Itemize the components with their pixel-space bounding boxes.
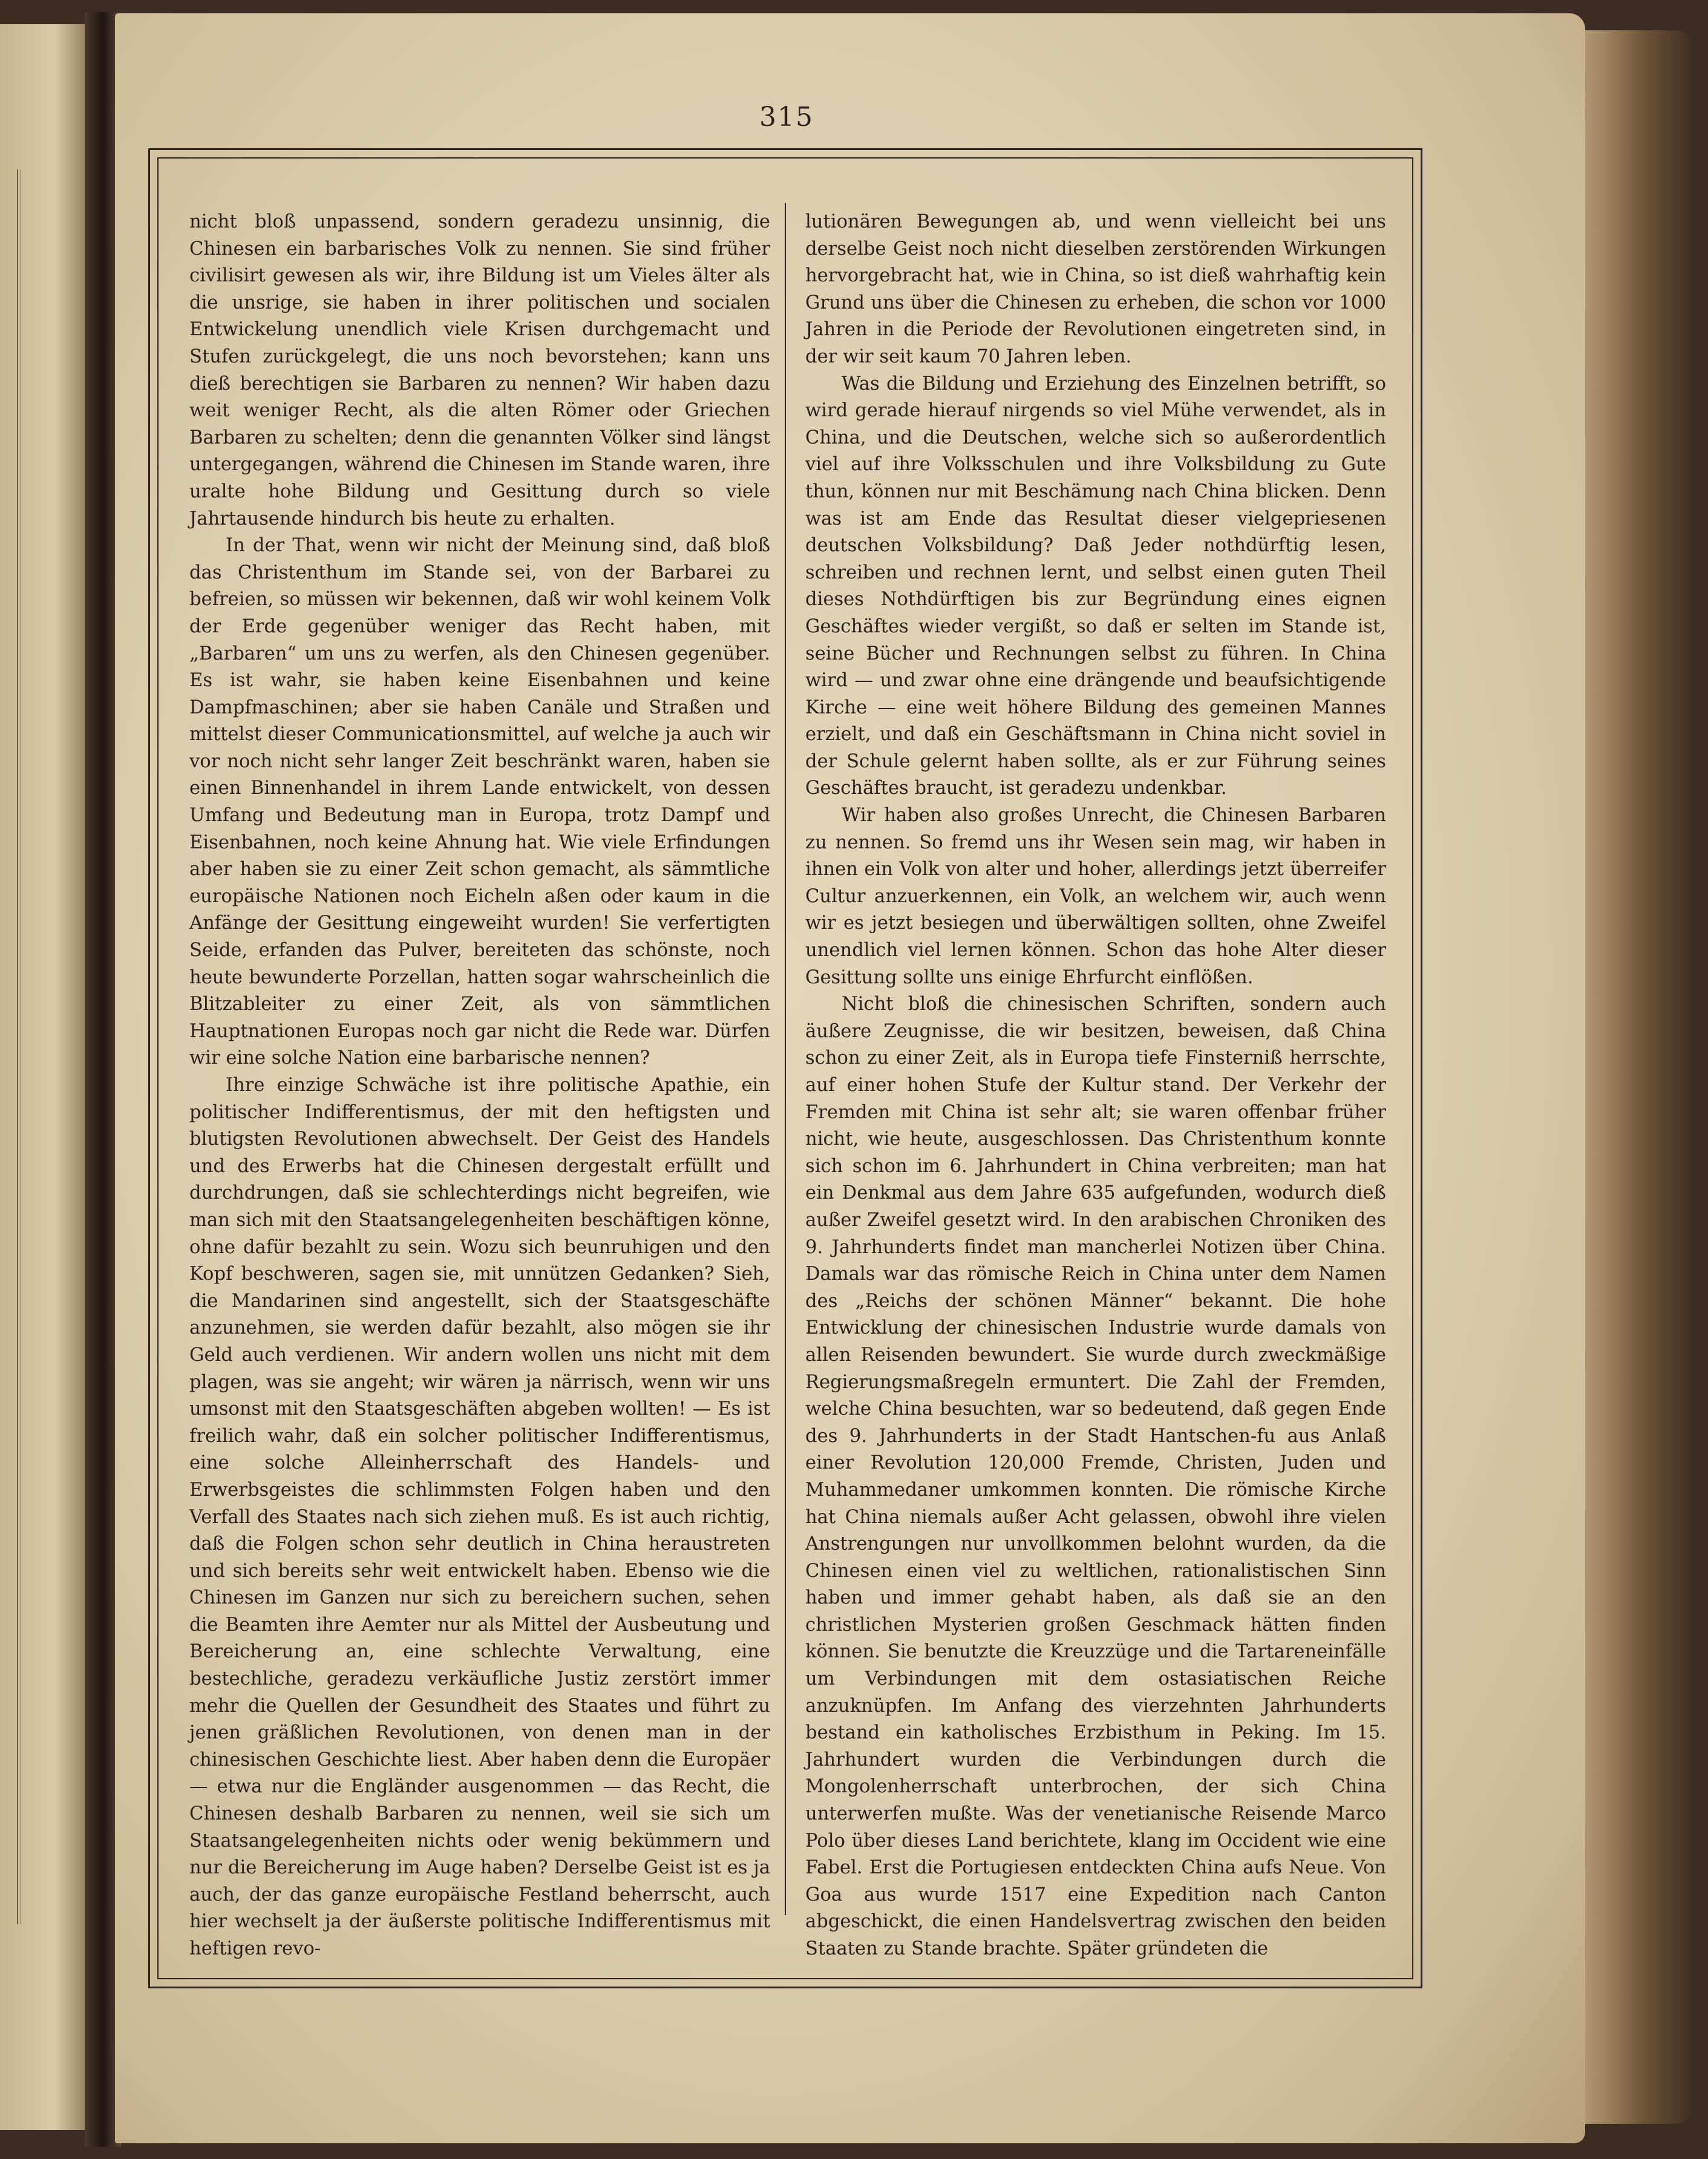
right-page-stack — [1573, 30, 1694, 2124]
page-number: 315 — [759, 102, 814, 133]
right-text-column — [805, 209, 1386, 1963]
column-divider — [785, 203, 786, 1915]
paragraph: Was die Bildung und Erziehung des Einzelnen betrifft, so wird gerade hierauf nirgends so viel Mühe verwendet, als in China, und die Deutschen, welche sich so außerordentlich viel auf ihre Volksschulen und ihre Volksbildung zu Gute thun, können nur mit Beschämung nach China blicken. Denn was ist am Ende das Resultat dieser vielgepriesenen deutschen Volksbildung? Daß Jeder nothdürftig lesen, schreiben und rechnen lernt, und selbst einen guten Theil dieses Nothdürftigen bis zur Begründung eines eignen Geschäftes wieder vergißt, so daß er selten im Stande ist, seine Bücher und Rechnungen selbst zu führen. In China wird — und zwar ohne eine drängende und beaufsichtigende Kirche — eine weit höhere Bildung des gemeinen Mannes erzielt, und daß ein Geschäftsmann in China nicht soviel in der Schule gelernt haben sollte, als er zur Führung seines Geschäftes braucht, ist geradezu undenkbar. — [805, 373, 1386, 799]
paragraph: In der That, wenn wir nicht der Meinung sind, daß bloß das Christenthum im Stande sei, von der Barbarei zu befreien, so müssen wir bekennen, daß wir wohl keinem Volk der Erde gegenüber weniger das Recht haben, mit „Barbaren“ um uns zu werfen, als den Chinesen gegenüber. Es ist wahr, sie haben keine Eisenbahnen und keine Dampfmaschinen; aber sie haben Canäle und Straßen und mittelst dieser Communicationsmittel, auf welche ja auch wir vor noch nicht sehr langer Zeit beschränkt waren, haben sie einen Binnenhandel in ihrem Lande entwickelt, von dessen Umfang und Bedeutung man in Europa, trotz Dampf und Eisenbahnen, noch keine Ahnung hat. Wie viele Erfindungen aber haben sie zu einer Zeit schon gemacht, als sämmtliche europäische Nationen noch Eicheln aßen oder kaum in die Anfänge der Gesittung eingeweiht wurden! Sie verfertigten Seide, erfanden das Pulver, bereiteten das schönste, noch heute bewunderte Porzellan, hatten sogar wahrscheinlich die Blitzableiter zu einer Zeit, als von sämmtlichen Hauptnationen Europas noch gar nicht die Rede war. Dürfen wir eine solche Nation eine barbarische nennen? — [189, 535, 770, 1069]
left-text-column — [189, 209, 770, 1963]
left-page-edge — [0, 24, 91, 2130]
paragraph: Wir haben also großes Unrecht, die Chinesen Barbaren zu nennen. So fremd uns ihr Wesen sein mag, wir haben in ihnen ein Volk von alter und hoher, allerdings jetzt überreifer Cultur anzuerkennen, ein Volk, an welchem wir, auch wenn wir es jetzt besiegen und überwältigen sollten, ohne Zweifel unendlich viel lernen können. Schon das hohe Alter dieser Gesittung sollte uns einige Ehrfurcht einflößen. — [805, 805, 1386, 988]
paragraph: Ihre einzige Schwäche ist ihre politische Apathie, ein politischer Indifferentismus, der mit den heftigsten und blutigsten Revolutionen abwechselt. Der Geist des Handels und des Erwerbs hat die Chinesen dergestalt erfüllt und durchdrungen, daß sie schlechterdings nicht begreifen, wie man sich mit den Staatsangelegenheiten beschäftigen könne, ohne dafür bezahlt zu sein. Wozu sich beunruhigen und den Kopf beschweren, sagen sie, mit unnützen Gedanken? Sieh, die Mandarinen sind angestellt, sich der Staatsgeschäfte anzunehmen, sie werden dafür bezahlt, also mögen sie ihr Geld auch verdienen. Wir andern wollen uns nicht mit dem plagen, was sie angeht; wir wären ja närrisch, wenn wir uns umsonst mit den Staatsgeschäften abgeben wollten! — Es ist freilich wahr, daß ein solcher politischer Indifferentismus, eine solche Alleinherrschaft des Handels- und Erwerbsgeistes die schlimmsten Folgen haben und den Verfall des Staates nach sich ziehen muß. Es ist auch richtig, daß die Folgen schon sehr deutlich in China heraustreten und sich bereits sehr weit entwickelt haben. Ebenso wie die Chinesen im Ganzen nur sich zu bereichern suchen, sehen die Beamten ihre Aemter nur als Mittel der Ausbeutung und Bereicherung an, eine schlechte Verwaltung, eine bestechliche, geradezu verkäufliche Justiz zerstört immer mehr die Quellen der Gesundheit des Staates und führt zu jenen gräßlichen Revolutionen, von denen man in der chinesischen Geschichte liest. Aber haben denn die Europäer — etwa nur die Engländer ausgenommen — das Recht, die Chinesen deshalb Barbaren zu nennen, weil sie sich um Staatsangelegenheiten nichts oder wenig bekümmern und nur die Bereicherung im Auge haben? Derselbe Geist ist es ja auch, der das ganze europäische Festland beherrscht, auch hier wechselt ja der äußerste politische Indifferentismus mit heftigen revo- — [189, 1075, 770, 1959]
paragraph: lutionären Bewegungen ab, und wenn vielleicht bei uns derselbe Geist noch nicht dieselben zerstörenden Wirkungen hervorgebracht hat, wie in China, so ist dieß wahrhaftig kein Grund uns über die Chinesen zu erheben, die schon vor 1000 Jahren in die Periode der Revolutionen eingetreten sind, in der wir seit kaum 70 Jahren leben. — [805, 211, 1386, 367]
paragraph: Nicht bloß die chinesischen Schriften, sondern auch äußere Zeugnisse, die wir besitzen, beweisen, daß China schon zu einer Zeit, als in Europa tiefe Finsterniß herrschte, auf einer hohen Stufe der Kultur stand. Der Verkehr der Fremden mit China ist sehr alt; sie waren offenbar früher nicht, wie heute, ausgeschlossen. Das Christenthum konnte sich schon im 6. Jahrhundert in China verbreiten; man hat ein Denkmal aus dem Jahre 635 aufgefunden, wodurch dieß außer Zweifel gesetzt wird. In den arabischen Chroniken des 9. Jahrhunderts findet man mancherlei Notizen über China. Damals war das römische Reich in China unter dem Namen des „Reichs der schönen Männer“ bekannt. Die hohe Entwicklung der chinesischen Industrie wurde damals von allen Reisenden bewundert. Sie wurde durch zweckmäßige Regierungsmaßregeln ermuntert. Die Zahl der Fremden, welche China besuchten, war so bedeutend, daß gegen Ende des 9. Jahrhunderts in der Stadt Hantschen-fu aus Anlaß einer Revolution 120,000 Fremde, Christen, Juden und Muhammedaner umkommen konnten. Die römische Kirche hat China niemals außer Acht gelassen, obwohl ihre vielen Anstrengungen nur unvollkommen belohnt wurden, da die Chinesen einen viel zu weltlichen, rationalistischen Sinn haben und immer gehabt haben, als daß sie an den christlichen Mysterien großen Geschmack hätten finden können. Sie benutzte die Kreuzzüge und die Tartareneinfälle um Verbindungen mit dem ostasiatischen Reiche anzuknüpfen. Im Anfang des vierzehnten Jahrhunderts bestand ein katholisches Erzbisthum in Peking. Im 15. Jahrhundert wurden die Verbindungen durch die Mongolenherrschaft unterbrochen, der sich China unterwerfen mußte. Was der venetianische Reisende Marco Polo über dieses Land berichtete, klang im Occident wie eine Fabel. Erst die Portugiesen entdeckten China aufs Neue. Von Goa aus wurde 1517 eine Expedition nach Canton abgeschickt, die einen Handelsvertrag zwischen den beiden Staaten zu Stande brachte. Später gründeten die — [805, 994, 1386, 1959]
paragraph: nicht bloß unpassend, sondern geradezu unsinnig, die Chinesen ein barbarisches Volk zu nennen. Sie sind früher civilisirt gewesen als wir, ihre Bildung ist um Vieles älter als die unsrige, sie haben in ihrer politischen und socialen Entwickelung unendlich viele Krisen durchgemacht und Stufen zurückgelegt, die uns noch bevorstehen; kann uns dieß berechtigen sie Barbaren zu nennen? Wir haben dazu weit weniger Recht, als die alten Römer oder Griechen Barbaren zu schelten; denn die genannten Völker sind längst untergegangen, während die Chinesen im Stande waren, ihre uralte hohe Bildung und Gesittung durch so viele Jahrtausende hindurch bis heute zu erhalten. — [189, 211, 770, 529]
